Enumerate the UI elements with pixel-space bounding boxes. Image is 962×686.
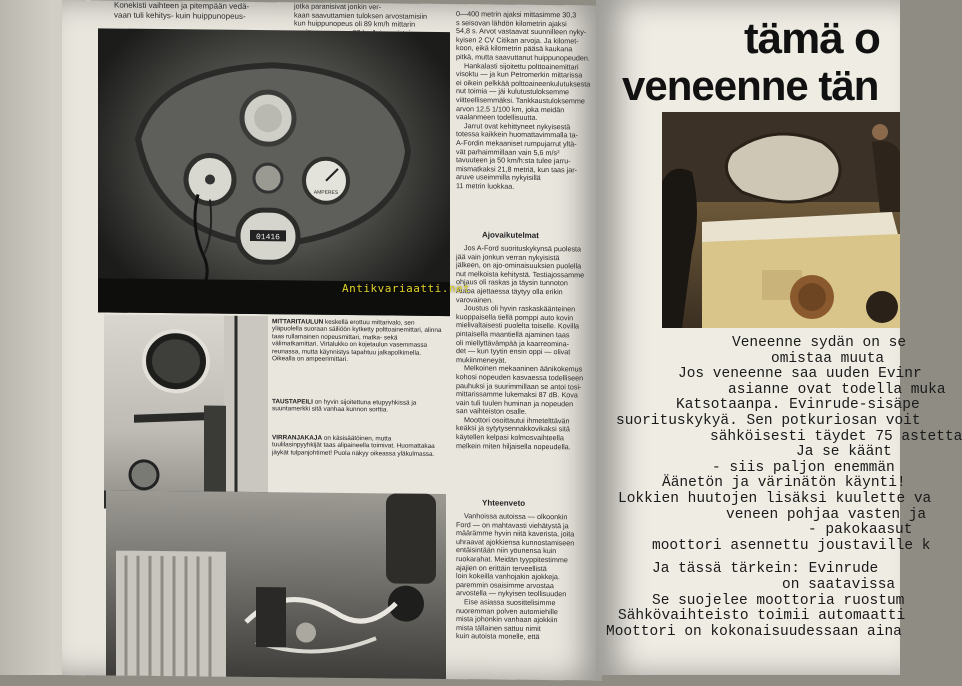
text-line: A-Fordin mekaaniset rumpujarrut yltä- xyxy=(456,138,577,149)
left-magazine-page xyxy=(62,0,602,681)
text-line: keäksi ja sytytysennakkovikaksi sitä xyxy=(456,423,570,434)
text-line: Vanhoissa autoissa — olkoonkin xyxy=(464,511,568,522)
text-line: entäisintään niin yöunensa kuin xyxy=(456,545,557,556)
text-line: s seisovan lähdön kilometrin ajaksi xyxy=(456,17,567,28)
right-magazine-page xyxy=(596,0,962,675)
caption-title: TAUSTAPEILI xyxy=(272,398,313,406)
text-line: mielivaltaisesti puolelta toiselle. Kovilla xyxy=(456,320,580,331)
dashboard-photo xyxy=(98,28,450,316)
article-column-d xyxy=(456,244,596,453)
mirror-photo xyxy=(104,314,268,510)
caption-title: VIRRANJAKAJA xyxy=(272,434,323,442)
subhead-ajovaikutelmat: Ajovaikutelmat xyxy=(482,230,539,240)
ad-line: sähköisesti täydet 75 astetta xyxy=(710,428,962,445)
top-text-a xyxy=(114,1,292,31)
mirror-illustration xyxy=(104,314,268,510)
text-line: ruokarahat. Meidän tyyppitestimme xyxy=(456,554,568,565)
text-line: vain tuli tuulen huminan ja nopeuden xyxy=(456,397,574,409)
text-line: loin kokeilla vanhojakin ajokkeja. xyxy=(456,571,560,582)
text-line: 11 metrin luokkaa. xyxy=(456,181,515,191)
text-line: aruve useimmilla nykyisillä xyxy=(456,172,541,183)
ad-line: suorituskykyä. Sen potkuriosan voit xyxy=(616,412,921,429)
text-line: san vaihteiston osalle. xyxy=(456,406,527,417)
text-line: mista johonkin vanhaan ajokkiin xyxy=(456,614,558,625)
text-line: vaalanmeen todellisuutta. xyxy=(456,112,538,123)
engine-photo xyxy=(106,490,446,679)
odometer-readout: 01416 xyxy=(255,233,281,243)
ad-line: on saatavissa xyxy=(782,576,896,593)
text-line: Joustus oli hyvin raskaskäänteinen xyxy=(464,303,576,314)
text-line: jää vain jonkun verran nykyisistä xyxy=(456,251,560,262)
text-line: 54,8 s. Arvot vastaavat suunnilleen nyky- xyxy=(456,26,587,37)
text-line: käytellen kelpasi kolmosvaihteella xyxy=(456,432,564,443)
article-column-c xyxy=(456,10,596,225)
text-line: oli miellyttävämpää ja kaarreomina- xyxy=(456,337,570,348)
ad-line: omistaa muuta xyxy=(771,350,885,367)
text-line: kuin autoista monelle, että xyxy=(456,631,540,642)
text-line: Moottori osoittautui ihmetelttävän xyxy=(464,415,570,426)
ad-line: Veneenne sydän on se xyxy=(732,335,907,351)
ad-line: asianne ovat todella muka xyxy=(728,381,946,398)
text-line: kaan saavuttamien tuloksen arvostamisiin xyxy=(294,10,428,21)
text-line: jälkeen, on ajo-ominaisuuksien puolella xyxy=(456,260,582,271)
ad-line: Jos veneenne saa uuden Evinr xyxy=(678,366,922,383)
watermark: Antikvariaatti.net xyxy=(342,282,471,295)
ad-line: Lokkien huutojen lisäksi kuulette va xyxy=(618,490,932,507)
ad-line: veneen pohjaa vasten ja xyxy=(726,506,927,523)
engine-illustration xyxy=(106,490,446,679)
text-line: mittarissamme lukemaksi 87 dB. Kova xyxy=(456,389,578,400)
text-line: ohjaus oli raskas ja täysin tunnoton xyxy=(456,277,568,288)
caption-text: on käsisäätöinen, mutta tuulilasinpyyhkijät taas alipaineella toimivat. Huomattakaa jäykät tulpanjohtimet! Puola näkyy oikeassa yläkulmassa. xyxy=(272,434,435,458)
text-line: totessa kaikkein huomattavimmalla ta- xyxy=(456,129,578,140)
text-line: nut toimia — jäi kulutustuloksemme xyxy=(456,86,570,97)
ad-line: Se suojelee moottoria ruostum xyxy=(652,592,905,609)
text-line: arvon 12,5 1/100 km, joka meidän xyxy=(456,103,565,114)
ad-body-text xyxy=(596,335,962,675)
ad-line: - pakokaasut xyxy=(808,522,913,539)
caption-mirror xyxy=(272,398,442,430)
text-line: Jos A-Ford suorituskykynsä puolesta xyxy=(464,243,582,254)
ad-line: Katsotaanpa. Evinrude-sisäpe xyxy=(676,397,920,414)
text-line: kun huippunopeus oli 89 km/h mittarin xyxy=(294,18,416,29)
text-line: arvostella — nykyisen teollisuuden xyxy=(456,588,567,599)
text-line: pitkä, mutta saavuttanut huippunopeuden. xyxy=(456,52,590,63)
text-line: nuoremman polven automiehille xyxy=(456,605,558,616)
text-line: paremmin osaisimme arvostaa xyxy=(456,579,554,590)
text-line: kuoppaisella tiellä pomppi auto kovin xyxy=(456,311,574,323)
ad-line: Moottori on kokonaisuudessaan aina xyxy=(606,623,902,640)
caption-dashboard xyxy=(272,318,442,392)
text-line: uhraavat ajokkiensa kunnostamiseen xyxy=(456,536,575,548)
ad-line: Ja tässä tärkein: Evinrude xyxy=(652,561,879,578)
text-line: Melkoinen mekaaninen äänikokemus xyxy=(464,363,583,374)
text-line: det — kun tyytin ensin oppi — olivat xyxy=(456,346,571,357)
headline-line-2: veneenne tän xyxy=(622,62,879,109)
caption-title: MITTARITAULUN xyxy=(272,318,324,326)
text-line: varovainen. xyxy=(456,294,494,305)
boat-engine-illustration xyxy=(662,112,900,328)
text-line: kohosi nopeuden kasvaessa todelliseen xyxy=(456,372,584,383)
ad-line: Ja se käänt xyxy=(796,444,892,461)
text-line: nut melkoista kehitystä. Testiajossamme xyxy=(456,268,585,280)
text-line: visoktu — ja kun Petromerkin mittarissa xyxy=(456,69,583,80)
text-line: ei oikein pelkkää polttoaineenkulutuksesta xyxy=(456,77,591,89)
text-line: mukiinmeneyät. xyxy=(456,354,507,365)
text-line: melkein miten hiljaisella nopeudella. xyxy=(456,440,571,451)
text-line: Konekisti vaihteen ja pitempään vedä- xyxy=(114,0,250,11)
subhead-yhteenveto: Yhteenveto xyxy=(482,498,526,508)
ad-line: - siis paljon enemmän xyxy=(712,459,895,476)
text-line: pintaisella maantiellä ajaminen taas xyxy=(456,329,570,340)
text-line: jotka paranisivat jonkin ver- xyxy=(294,1,382,12)
text-line: määrämme hyvin niitä kaverista, joita xyxy=(456,528,575,539)
text-line: Jarrut ovat kehittyneet nykyisestä xyxy=(464,120,571,132)
text-line: mista tällainen sattuu nimit xyxy=(456,622,541,633)
caption-text: on hyvin sijoitettuna etupyyhkissä ja suuntamerkki sitä vanhaa kunnon sorttia. xyxy=(272,398,417,414)
ad-line: moottori asennettu joustaville k xyxy=(652,537,931,554)
text-line: Eise asiassa suosittelisimme xyxy=(464,597,556,608)
article-column-e xyxy=(456,512,596,680)
ad-line: Sähkövaihteisto toimii automaatti xyxy=(618,608,906,625)
text-line: koon, eikä kilometrin pääsä kaukana xyxy=(456,43,573,54)
text-line: tavuuteen ja 50 km/h:sta tulee jarru- xyxy=(456,155,571,166)
text-line: viitteellisemmäksi. Tankkaustuloksemme xyxy=(456,95,585,106)
boat-engine-photo xyxy=(662,112,900,328)
gauge-label: AMPERES xyxy=(313,189,339,196)
text-line: Hankalasti sijoitettu polttoainemittari xyxy=(464,60,579,71)
dashboard-illustration xyxy=(98,28,450,316)
text-line: vaan tuli kehitys- kuin huippunopeus- xyxy=(114,10,246,21)
text-line: 0—400 metrin ajaksi mittasimme 30,3 xyxy=(456,9,577,20)
text-line: Autoa ajettaessa täytyy olla erikin xyxy=(456,286,563,297)
text-line: kyisen 2 CV Citikan arvoja. Ja kilomet- xyxy=(456,34,579,46)
ad-line: Äänetön ja värinätön käynti! xyxy=(662,475,906,492)
text-line: ajajien on erittäin terveellistä xyxy=(456,562,547,573)
text-line: mismatkaksi 21,8 metriä, kun taas jar- xyxy=(456,163,578,175)
headline-line-1: tämä o xyxy=(744,14,880,63)
caption-text: keskellä erottuu mittarivalo, sen yläpuolella suoraan säiliöön kytketty polttoainemittari, alinna taas rullamainen nopeusmittari, matka- sekä välimatkamittari. Virtalukko on kojetaulun vasemmassa reunassa, mutta käynnistys tapahtuu jalkapolkimella. Oikealla on ampeerimittari. xyxy=(272,318,442,364)
text-line: vät parhaimmillaan vain 5,6 m/s² xyxy=(456,146,560,157)
text-line: Ford — on mahtavasti viehätystä ja xyxy=(456,519,569,530)
caption-distributor xyxy=(272,434,442,486)
text-line: pauhuksi ja suurimmillaan se antoi tosi- xyxy=(456,380,582,391)
